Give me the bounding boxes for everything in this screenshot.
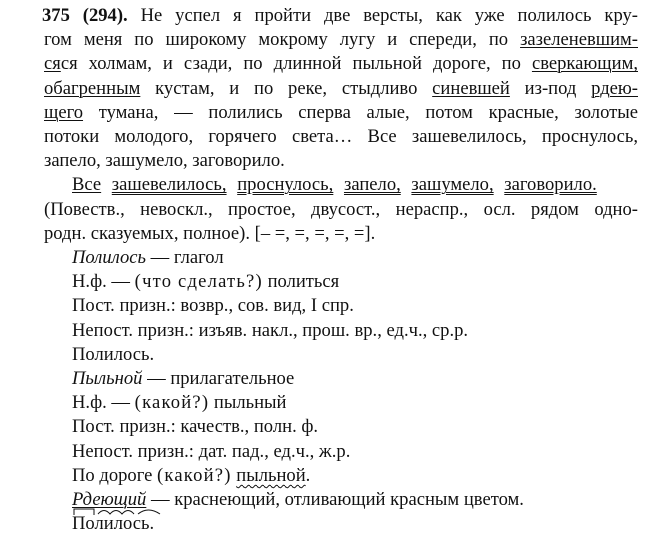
morpheme-marks: Полилось.	[72, 512, 154, 536]
task-text	[44, 4, 638, 173]
sentence-desc-2: родн. сказуемых, полное). [– =, =, =, =, =].	[44, 222, 376, 244]
predicate-2: проснулось,	[237, 174, 334, 196]
morph-analysis	[44, 246, 638, 536]
analysis-row: Н.ф. — (что сделать?) политься	[72, 271, 340, 293]
sentence-line	[44, 173, 638, 197]
predicate-1: зашевелилось,	[111, 174, 227, 196]
analysis-row: Пыльной — прилагательное	[72, 368, 295, 390]
task-line-2: гом меня по широкому мокрому лугу и спереди, по зазеленевшим-	[44, 29, 638, 51]
predicate-5: заговорило.	[504, 174, 597, 196]
analysis-row: Рдеющий — краснеющий, отливающий красным цветом.	[72, 489, 524, 511]
subject: Все	[72, 174, 102, 196]
analysis-row: Непост. призн.: изъяв. накл., прош. вр., ед.ч., ср.р.	[72, 319, 469, 341]
sentence-desc-1: (Повеств., невоскл., простое, двусост., нераспр., осл. рядом одно-	[44, 198, 638, 220]
analysis-row: Н.ф. — (какой?) пыльный	[72, 392, 287, 414]
task-line-6: потоки молодого, горячего света… Все зашевелилось, проснулось,	[44, 126, 638, 148]
task-line-5: щего тумана, — полились сперва алые, потом красные, золотые	[44, 101, 638, 123]
task-line-4: обагренным кустам, и по реке, стыдливо синевшей из-под рдею-	[44, 77, 638, 99]
attribute-underline: пыльной	[236, 464, 306, 486]
task-number: 375 (294).	[42, 5, 128, 26]
analysis-row: Пост. призн.: качеств., полн. ф.	[72, 416, 319, 438]
analysis-row: Непост. призн.: дат. пад., ед.ч., ж.р.	[72, 440, 351, 462]
task-line-1: 375 (294). Не успел я пройти две версты, как уже полилось кру-	[42, 5, 638, 26]
task-line-3: сяся холмам, и сзади, по длинной пыльной дороге, по сверкающим,	[44, 53, 638, 75]
morpheme-arc-icon	[72, 506, 164, 516]
task-line-7: запело, зашумело, заговорило.	[44, 150, 285, 172]
analysis-row: Полилось.	[72, 343, 155, 365]
sentence-parse	[44, 173, 638, 246]
analysis-row: Полилось — глагол	[72, 247, 224, 269]
analysis-row: По дороге (какой?) пыльной.	[72, 464, 311, 486]
predicate-3: запело,	[343, 174, 401, 196]
predicate-4: зашумело,	[411, 174, 494, 196]
analysis-row	[72, 512, 638, 536]
analysis-row: Пост. призн.: возвр., сов. вид, I спр.	[72, 295, 354, 317]
